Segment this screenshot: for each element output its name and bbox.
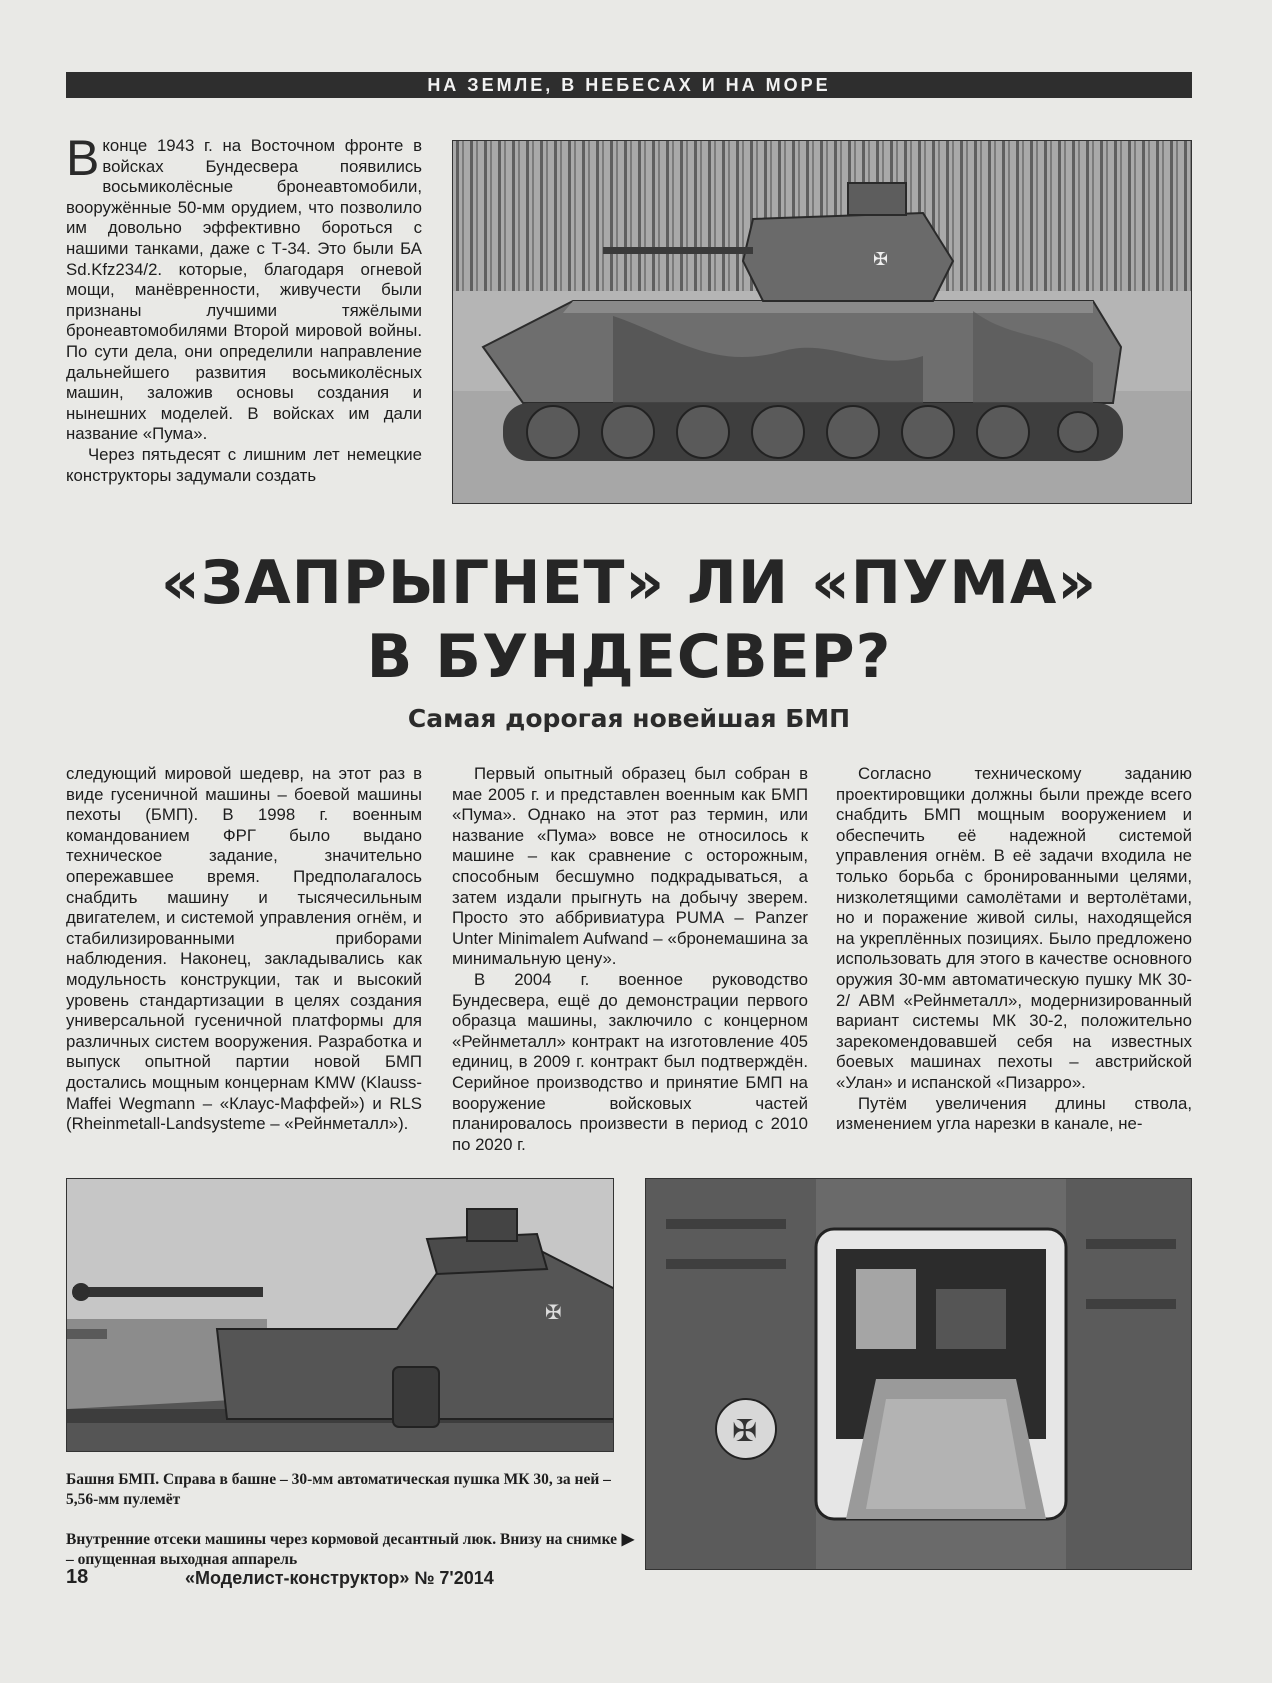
subheadline: Самая дорогая новейшая БМП bbox=[407, 704, 851, 733]
col2-paragraph-2: В 2004 г. военное руководство Бундесвера, ещё до демонстрации первого образца машины, заключило с концерном «Рейнметалл» контракт на изготовление 405 единиц, в 2009 г. контракт был подтверждён. Серийное производство и принятие БМП на вооружение войсковых частей планировалось произвести в период с 2010 по 2020 г. bbox=[452, 969, 808, 1154]
section-header: НА ЗЕМЛЕ, В НЕБЕСАХ И НА МОРЕ bbox=[66, 72, 1192, 98]
arrow-right-icon: ▶ bbox=[621, 1531, 634, 1548]
col3-paragraph-2: Путём увеличения длины ствола, изменением угла нарезки в канале, не- bbox=[836, 1093, 1192, 1134]
svg-text:✠: ✠ bbox=[545, 1300, 562, 1324]
page-number: 18 bbox=[66, 1566, 89, 1588]
headline-line-2: В БУНДЕСВЕР? bbox=[366, 622, 892, 692]
turret-caption: Башня БМП. Справа в башне – 30-мм автоматическая пушка МК 30, за ней – 5,56-мм пулемёт bbox=[66, 1471, 611, 1508]
svg-text:✠: ✠ bbox=[732, 1414, 758, 1449]
interior-illustration bbox=[646, 1179, 1192, 1570]
col1-paragraph: следующий мировой шедевр, на этот раз в виде гусеничной машины – боевой машины пехоты (БМП). В 1998 г. военным командованием ФРГ было выдано техническое задание, значительно опережавшее время. Предполагалось снабдить машину и тысячесильным двигателем, и системой управления огнём, и стабилизированными приборами наблюдения. Наконец, закладывались как модульность конструкции, так и высокий уровень стандартизации в целях создания универсальной гусеничной платформы для различных систем вооружения. Разработка и выпуск опытной партии новой БМП достались мощным концернам KMW (Klauss-Maffei Wegmann – «Клаус-Маффей») и RLS (Rheinmetall-Landsysteme – «Рейнметалл»). bbox=[66, 764, 422, 1134]
magazine-issue: «Моделист-конструктор» № 7'2014 bbox=[185, 1568, 494, 1588]
svg-text:✠: ✠ bbox=[873, 249, 889, 270]
turret-illustration bbox=[67, 1179, 614, 1452]
body-column-3 bbox=[836, 764, 1192, 1135]
puma-side-illustration bbox=[453, 141, 1192, 504]
turret-photo bbox=[66, 1178, 614, 1452]
dropcap: В bbox=[66, 130, 100, 186]
body-column-2 bbox=[452, 764, 808, 1155]
puma-side-photo bbox=[452, 140, 1192, 504]
intro-paragraph-2: Через пятьдесят с лишним лет немецкие конструкторы задумали создать bbox=[66, 444, 422, 485]
body-column-1 bbox=[66, 764, 422, 1135]
col2-paragraph-1: Первый опытный образец был собран в мае 2005 г. и представлен военным как БМП «Пума». Однако на этот раз термин, или название «Пума» вовсе не относилось к машине – как сравнение с осторожным, способным бесшумно подкрадываться, а затем издали прыгнуть на добычу зверем. Просто это аббривиатура PUMA – Panzer Unter Minimalem Aufwand – «бронемашина за минимальную цену». bbox=[452, 764, 808, 969]
interior-photo bbox=[645, 1178, 1192, 1570]
intro-paragraph-1: Вконце 1943 г. на Восточном фронте в войсках Бундесвера появились восьмиколёсные бронеавтомобили, вооружённые 50-мм орудием, что позволило им довольно эффективно бороться с нашими танками, даже с Т-34. Это были БА Sd.Kfz234/2. которые, благодаря огневой мощи, манёвренности, живучести были признаны лучшими тяжёлыми бронеавтомобилями Второй мировой войны. По сути дела, они определили направление дальнейшего развития восьмиколёсных машин, заложив основы создания и нынешних моделей. В войсках им дали название «Пума». bbox=[66, 130, 422, 444]
headline-line-1: «ЗАПРЫГНЕТ» ЛИ «ПУМА» bbox=[160, 548, 1098, 618]
interior-caption: Внутренние отсеки машины через кормовой десантный люк. Внизу на снимке – опущенная выходная аппарель ▶ bbox=[66, 1531, 634, 1568]
intro-column bbox=[66, 130, 422, 486]
col3-paragraph-1: Согласно техническому заданию проектировщики должны были прежде всего снабдить БМП мощным вооружением и обеспечить её надежной системой управления огнём. В её задачи входила не только борьба с бронированными целями, низколетящими самолётами и вертолётами, но и поражение живой силы, находящейся на укреплённых позициях. Было предложено использовать для этого в качестве основного оружия 30-мм автоматическую пушку МК 30-2/ АВМ «Рейнметалл», модернизированный вариант системы МК 30-2, положительно зарекомендовавшей себя на известных боевых машинах пехоты – австрийской «Улан» и испанской «Пизарро». bbox=[836, 764, 1192, 1092]
